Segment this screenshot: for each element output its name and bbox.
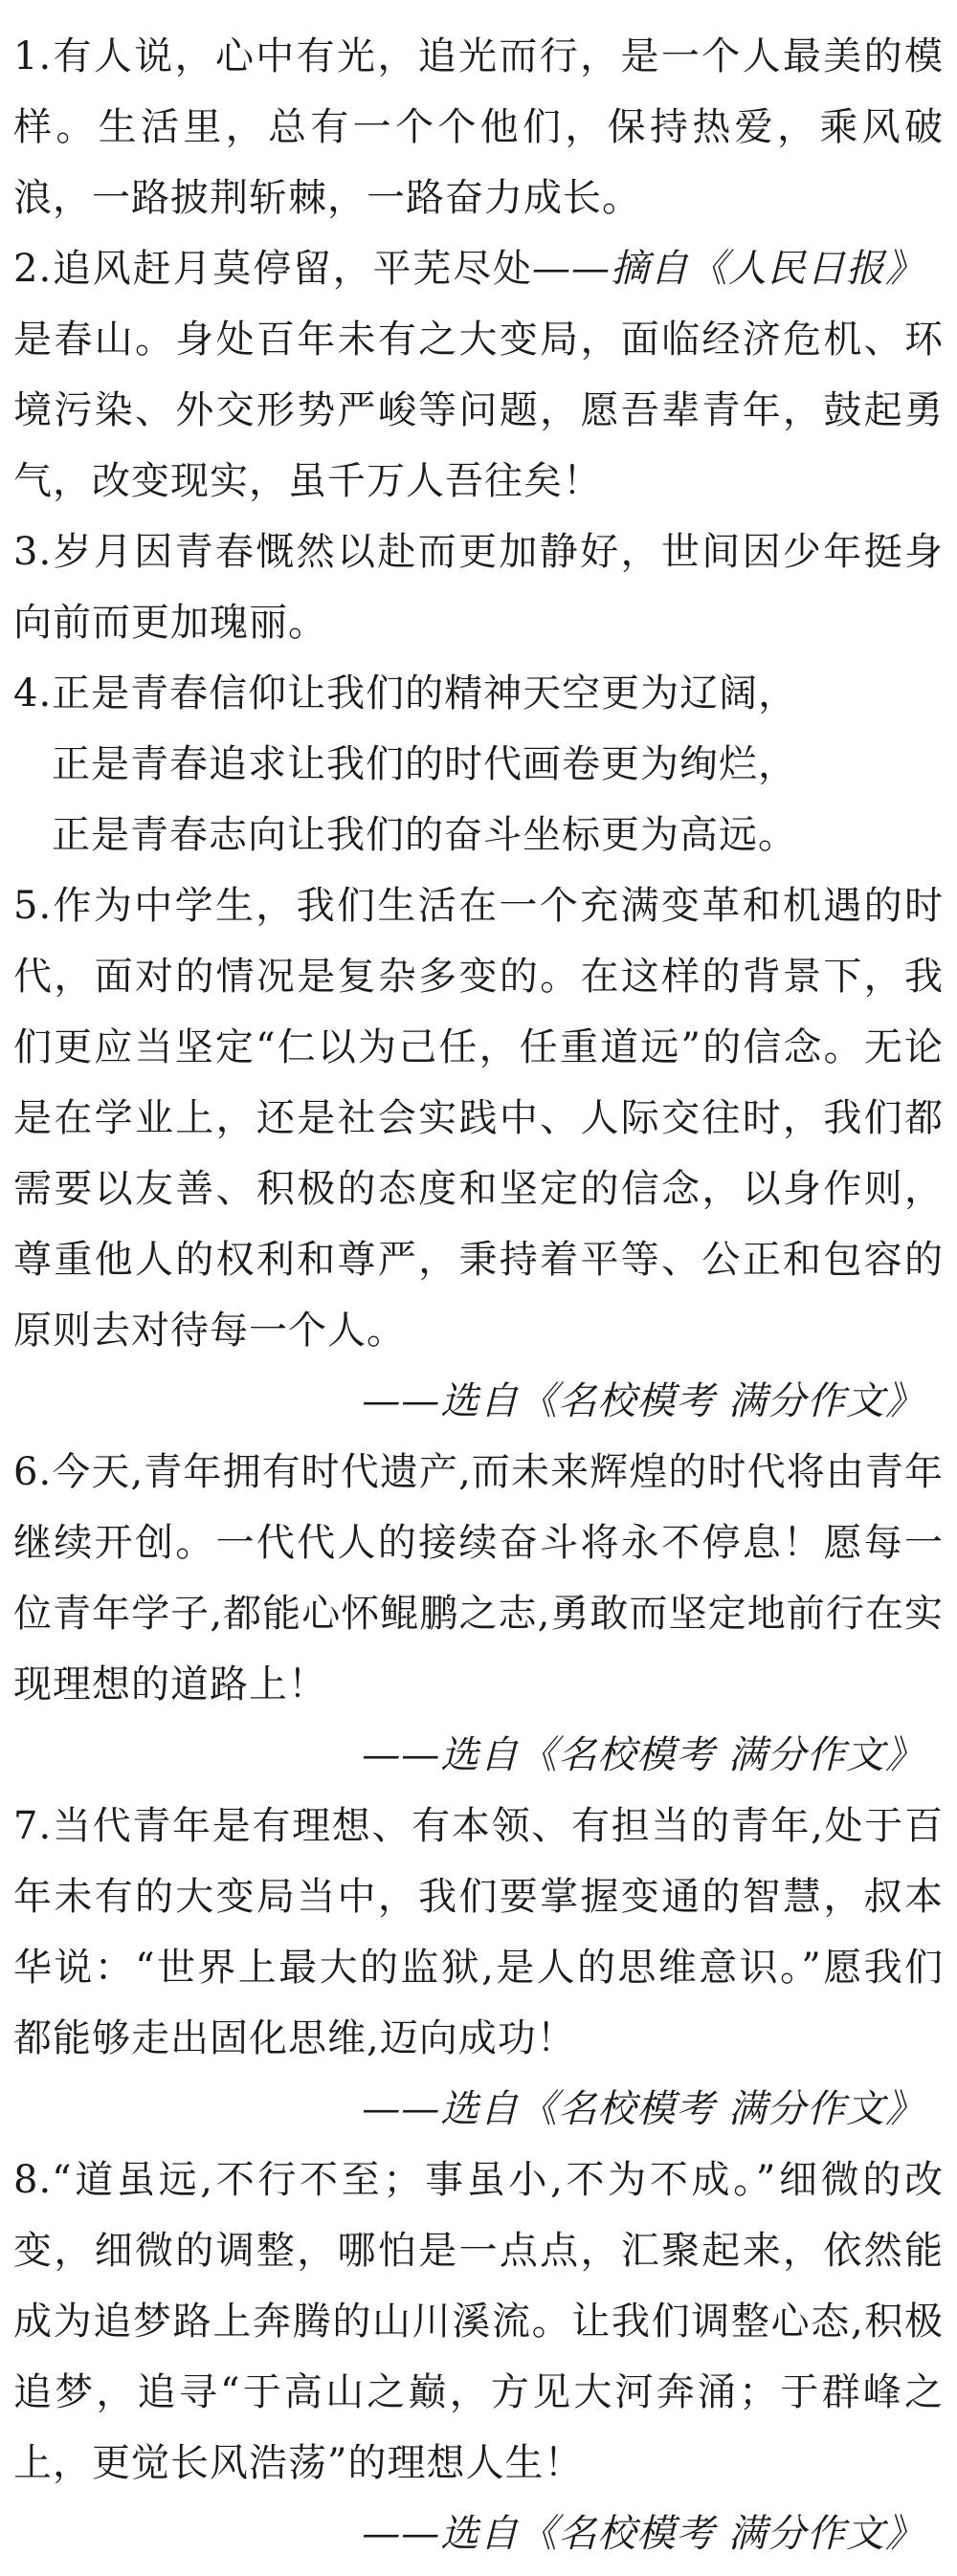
quote-paragraph: 4.正是青春信仰让我们的精神天空更为辽阔， [13, 672, 798, 716]
quote-paragraph: 7.当代青年是有理想、有本领、有担当的青年,处于百年未有的大变局当中，我们要掌握变通的智慧，叔本华说：“世界上最大的监狱,是人的思维意识。”愿我们都能够走出固化思维,迈向成功！ [13, 1804, 944, 2060]
quote-entry-8 [13, 2145, 944, 2569]
quote-source: ——摘自《人民日报》 [532, 247, 924, 291]
quote-paragraph: 6.今天,青年拥有时代遗产,而未来辉煌的时代将由青年继续开创。一代代人的接续奋斗将永不停息！愿每一位青年学子,都能心怀鲲鹏之志,勇敢而坚定地前行在实现理想的道路上！ [13, 1450, 944, 1706]
quote-entry-6 [13, 1437, 944, 1791]
quote-paragraph: 2.追风赶月莫停留，平芜尽处是春山。身处百年未有之大变局，面临经济危机、环境污染、外交形势严峻等问题，愿吾辈青年，鼓起勇气，改变现实，虽千万人吾往矣！ [13, 247, 944, 503]
quote-entry-7 [13, 1791, 944, 2145]
quote-paragraph [13, 21, 944, 291]
quote-paragraph: 5.作为中学生，我们生活在一个充满变革和机遇的时代，面对的情况是复杂多变的。在这样的背景下，我们更应当坚定“仁以为己任，任重道远”的信念。无论是在学业上，还是社会实践中、人际交往时，我们都需要以友善、积极的态度和坚定的信念，以身作则，尊重他人的权利和尊严，秉持着平等、公正和包容的原则去对待每一个人。 [13, 884, 944, 1353]
quote-source: ——选自《名校模考 满分作文》 [362, 2512, 924, 2556]
quote-paragraph: 正是青春追求让我们的时代画卷更为绚烂， [52, 742, 797, 786]
quote-source: ——选自《名校模考 满分作文》 [362, 1379, 924, 1423]
quote-entry-5 [13, 870, 944, 1437]
quote-paragraph: 3.岁月因青春慨然以赴而更加静好，世间因少年挺身向前而更加瑰丽。 [13, 530, 944, 645]
quote-paragraph: 8.“道虽远,不行不至；事虽小,不为不成。”细微的改变，细微的调整，哪怕是一点点，汇聚起来，依然能成为追梦路上奔腾的山川溪流。让我们调整心态,积极追梦，追寻“于高山之巅，方见大河奔涌；于群峰之上，更觉长风浩荡”的理想人生！ [13, 2158, 944, 2485]
quote-source: ——选自《名校模考 满分作文》 [362, 1733, 924, 1777]
quote-text: 1.有人说，心中有光，追光而行，是一个人最美的模样。生活里，总有一个个他们，保持热爱，乘风破浪，一路披荆斩棘，一路奋力成长。 [13, 34, 944, 220]
quote-entry-1 [13, 21, 944, 291]
quote-source: ——选自《名校模考 满分作文》 [362, 2087, 924, 2131]
quote-entry-4 [13, 658, 944, 870]
quote-entry-3 [13, 517, 944, 658]
quote-paragraph: 正是青春志向让我们的奋斗坐标更为高远。 [52, 813, 797, 857]
